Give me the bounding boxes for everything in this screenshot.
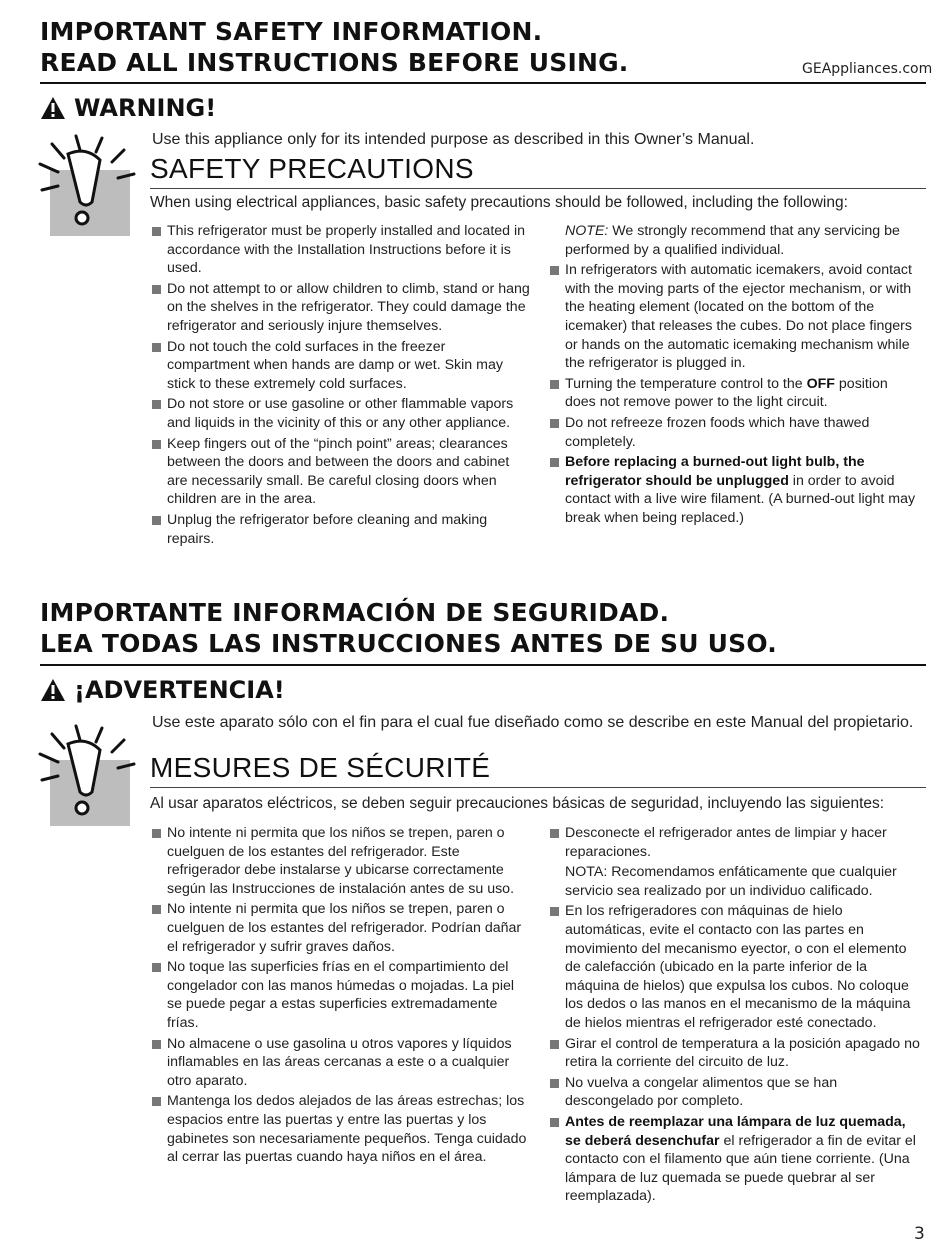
list-item-text: No almacene o use gasolina u otros vapores y líquidos inflamables en las áreas cercanas a este o a cualquier otro aparato.	[167, 1035, 512, 1089]
list-item	[152, 1035, 532, 1091]
warning-heading-en	[40, 94, 216, 122]
list-item-text: Do not store or use gasoline or other flammable vapors and liquids in the vicinity of this or any other appliance.	[167, 396, 514, 431]
list-item	[550, 1074, 925, 1111]
list-item-text: Do not attempt to or allow children to climb, stand or hang on the shelves in the refrigerator. They could damage the refrigerator and seriously injure themselves.	[167, 280, 530, 334]
list-item	[550, 1113, 925, 1206]
note-label: NOTE:	[565, 223, 609, 239]
list-item-text: Unplug the refrigerator before cleaning and making repairs.	[167, 511, 488, 547]
lead-text-en: When using electrical appliances, basic safety precautions should be followed, including the following:	[150, 194, 848, 211]
page-number: 3	[914, 1224, 925, 1244]
off-label: OFF	[806, 375, 835, 392]
list-item	[550, 902, 925, 1032]
page-title-es	[40, 597, 777, 659]
section-title-es: MESURES DE SÉCURITÉ	[150, 752, 491, 783]
note-es: NOTA: Recomendamos enfáticamente que cualquier servicio sea realizado por un individuo calificado.	[565, 864, 897, 899]
website-link[interactable]: GEAppliances.com	[802, 61, 933, 77]
section-rule-en	[150, 188, 926, 189]
list-item	[152, 395, 532, 432]
list-item	[550, 824, 925, 861]
list-item-text: En los refrigeradores con máquinas de hielo automáticas, evite el contacto con las partes en movimiento del mecanismo eyector, o con el elemento de calefacción (ubicado en la parte inferior de la máquina de hielos) que expulsa los cubos. No coloque los dedos o las manos en el mecanismo de la máquina de hielos mientras el refrigerador esté conectado.	[565, 903, 911, 1031]
list-item-text: position does not remove power to the light circuit.	[565, 375, 888, 411]
list-item-text: No vuelva a congelar alimentos que se han descongelado por completo.	[565, 1074, 838, 1110]
note-text: We strongly recommend that any servicing be performed by a qualified individual.	[565, 223, 900, 258]
bullet-square	[152, 1097, 161, 1106]
list-item-text: No intente ni permita que los niños se trepen, paren o cuelguen de los estantes del refrigerador. Podrían dañar el refrigerador y sufrir graves daños.	[167, 901, 522, 955]
page-title-en	[40, 16, 629, 78]
title-line-1: IMPORTANTE INFORMACIÓN DE SEGURIDAD.	[40, 598, 670, 627]
list-item	[550, 1035, 925, 1072]
bullet-square	[152, 400, 161, 409]
list-item	[152, 1092, 532, 1166]
bullet-square	[152, 829, 161, 838]
list-item-text: Mantenga los dedos alejados de las áreas estrechas; los espacios entre las puertas y entre las puertas y los gabinetes son necesariamente pequeños. Tenga cuidado al cerrar las puertas cuando haya niños en el área.	[167, 1093, 527, 1166]
bullet-square	[550, 1040, 559, 1049]
header-rule-es	[40, 664, 926, 666]
list-item	[550, 414, 920, 451]
list-item	[152, 338, 532, 394]
list-item	[550, 453, 920, 527]
list-item-text: No toque las superficies frías en el compartimiento del congelador con las manos húmedas o mojadas. La piel se puede pegar a estas superficies extremadamente frías.	[167, 959, 515, 1031]
list-item-text: Keep fingers out of the “pinch point” areas; clearances between the doors and between the doors and cabinet are necessarily small. Be careful closing doors when children are in the area.	[167, 435, 510, 508]
section-title-en: SAFETY PRECAUTIONS	[150, 153, 474, 184]
bullet-square	[550, 458, 559, 467]
safety-alert-icon	[38, 134, 148, 238]
note-en	[550, 222, 920, 259]
list-item-text: el refrigerador a fin de evitar el contacto con el filamento que aún tiene corriente. (Una lámpara de luz quemada se puede quebrar al ser reemplazada).	[565, 1132, 916, 1205]
safety-alert-icon	[38, 724, 148, 828]
list-item	[550, 261, 920, 373]
bullet-square	[550, 1079, 559, 1088]
bullet-square	[152, 905, 161, 914]
intro-text-en: Use this appliance only for its intended purpose as described in this Owner’s Manual.	[152, 131, 755, 148]
list-item-text: In refrigerators with automatic icemakers, avoid contact with the moving parts of the ejector mechanism, or with the heating element (located on the bottom of the icemaker) that releases the cubes. Do not place fingers or hands on the automatic icemaking mechanism while the refrigerator is plugged in.	[565, 262, 912, 372]
bullet-square	[550, 380, 559, 389]
title-line-2: READ ALL INSTRUCTIONS BEFORE USING.	[40, 48, 629, 77]
bullet-square	[152, 963, 161, 972]
list-item-text: in order to avoid contact with a live wire filament. (A burned-out light may break when being replaced.)	[565, 472, 916, 526]
bullet-square	[550, 1118, 559, 1127]
list-item-text: Desconecte el refrigerador antes de limpiar y hacer reparaciones.	[565, 825, 887, 860]
list-item	[152, 958, 532, 1032]
list-item-text: This refrigerator must be properly installed and located in accordance with the Installation Instructions before it is used.	[167, 223, 526, 277]
left-column-en	[152, 222, 532, 550]
bullet-square	[550, 266, 559, 275]
bullet-square	[152, 227, 161, 236]
list-item-bold: Before replacing a burned-out light bulb, the refrigerator should be unplugged	[565, 454, 865, 489]
bullet-square	[152, 1040, 161, 1049]
bullet-square	[152, 516, 161, 525]
left-column-es	[152, 824, 532, 1169]
warning-triangle-icon	[40, 678, 66, 702]
list-item-text: Do not touch the cold surfaces in the freezer compartment when hands are damp or wet. Skin may stick to these extremely cold surfaces.	[167, 338, 503, 392]
list-item	[152, 900, 532, 956]
list-item	[152, 222, 532, 278]
bullet-square	[550, 419, 559, 428]
bullet-square	[152, 285, 161, 294]
warning-heading-es	[40, 676, 285, 704]
right-column-en	[550, 222, 920, 530]
lead-text-es: Al usar aparatos eléctricos, se deben seguir precauciones básicas de seguridad, incluyendo las siguientes:	[150, 795, 885, 812]
list-item	[152, 435, 532, 509]
list-item	[152, 280, 532, 336]
list-item	[550, 375, 920, 412]
warning-triangle-icon	[40, 96, 66, 120]
list-item	[152, 824, 532, 898]
list-item-text: Girar el control de temperatura a la posición apagado no retira la corriente del circuito de luz.	[565, 1035, 920, 1071]
header-rule	[40, 82, 926, 84]
section-rule-es	[150, 787, 926, 788]
bullet-square	[152, 343, 161, 352]
bullet-square	[152, 440, 161, 449]
intro-text-es: Use este aparato sólo con el fin para el cual fue diseñado como se describe en este Manual del propietario.	[152, 714, 914, 731]
warning-label: WARNING!	[74, 94, 217, 122]
title-line-2: LEA TODAS LAS INSTRUCCIONES ANTES DE SU USO.	[40, 629, 777, 658]
title-line-1: IMPORTANT SAFETY INFORMATION.	[40, 17, 543, 46]
bullet-square	[550, 829, 559, 838]
list-item-text: Turning the temperature control to the	[565, 375, 807, 392]
right-column-es	[550, 824, 925, 1208]
list-item	[152, 511, 532, 548]
list-item-bold: Antes de reemplazar una lámpara de luz quemada, se deberá desenchufar	[565, 1113, 906, 1149]
list-item-text: No intente ni permita que los niños se trepen, paren o cuelguen de los estantes del refrigerador. Este refrigerador debe instalarse y ubicarse correctamente según las Instrucciones de instalación antes de su uso.	[167, 825, 515, 897]
warning-label: ¡ADVERTENCIA!	[74, 676, 285, 704]
bullet-square	[550, 907, 559, 916]
list-item-text: Do not refreeze frozen foods which have thawed completely.	[565, 414, 870, 450]
